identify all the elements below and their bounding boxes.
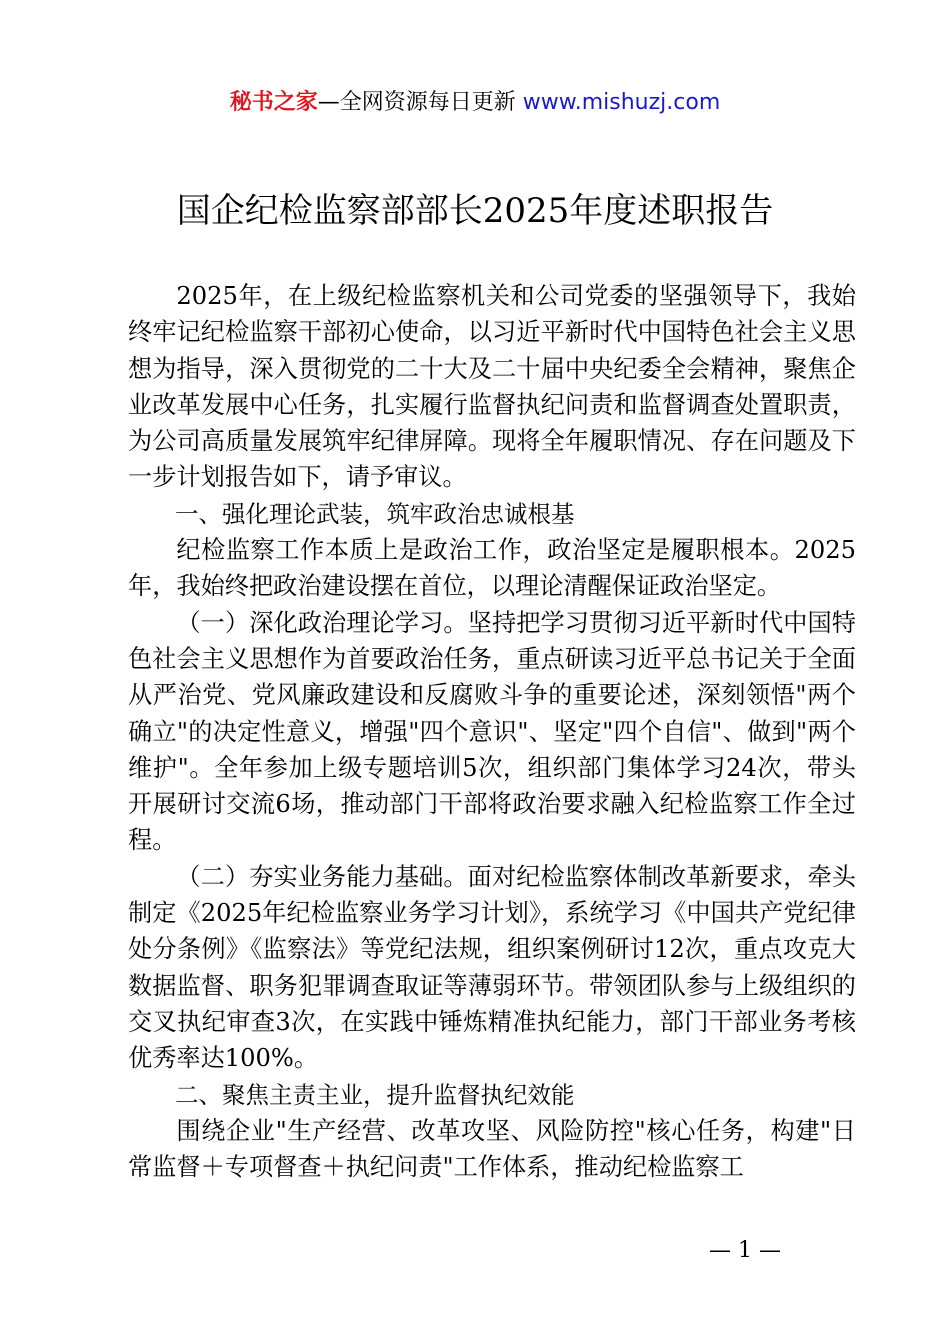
document-title: 国企纪检监察部部长2025年度述职报告 [176, 191, 774, 231]
banner-slogan: —全网资源每日更新 [317, 90, 523, 115]
paragraph-section-1-intro: 纪检监察工作本质上是政治工作，政治坚定是履职根本。2025年，我始终把政治建设摆在首位，以理论清醒保证政治坚定。 [128, 536, 856, 601]
paragraph-section-2-intro: 围绕企业"生产经营、改革攻坚、风险防控"核心任务，构建"日常监督＋专项督查＋执纪问责"工作体系，推动纪检监察工 [128, 1116, 856, 1182]
document-body [128, 278, 856, 1185]
paragraph-intro: 2025年，在上级纪检监察机关和公司党委的坚强领导下，我始终牢记纪检监察干部初心使命，以习近平新时代中国特色社会主义思想为指导，深入贯彻党的二十大及二十届中央纪委全会精神，聚焦企业改革发展中心任务，扎实履行监督执纪问责和监督调查处置职责，为公司高质量发展筑牢纪律屏障。现将全年履职情况、存在问题及下一步计划报告如下，请予审议。 [128, 282, 856, 492]
page-number: — 1 — [709, 1238, 781, 1263]
section-heading-1: 一、强化理论武装，筑牢政治忠诚根基 [175, 499, 575, 528]
site-banner [0, 86, 950, 120]
paragraph-subsection-2: （二）夯实业务能力基础。面对纪检监察体制改革新要求，牵头制定《2025年纪检监察业务学习计划》，系统学习《中国共产党纪律处分条例》《监察法》等党纪法规，组织案例研讨12次，重点攻克大数据监督、职务犯罪调查取证等薄弱环节。带领团队参与上级组织的交叉执纪审查3次，在实践中锤炼精准执纪能力，部门干部业务考核优秀率达100%。 [128, 862, 856, 1073]
section-heading-2: 二、聚焦主责主业，提升监督执纪效能 [175, 1080, 575, 1109]
paragraph-subsection-1: （一）深化政治理论学习。坚持把学习贯彻习近平新时代中国特色社会主义思想作为首要政治任务，重点研读习近平总书记关于全面从严治党、党风廉政建设和反腐败斗争的重要论述，深刻领悟"两个确立"的决定性意义，增强"四个意识"、坚定"四个自信"、做到"两个维护"。全年参加上级专题培训5次，组织部门集体学习24次，带头开展研讨交流6场，推动部门干部将政治要求融入纪检监察工作全过程。 [128, 608, 856, 855]
banner-url-link[interactable]: www.mishuzj.com [522, 90, 721, 115]
banner-brand: 秘书之家 [229, 90, 318, 115]
